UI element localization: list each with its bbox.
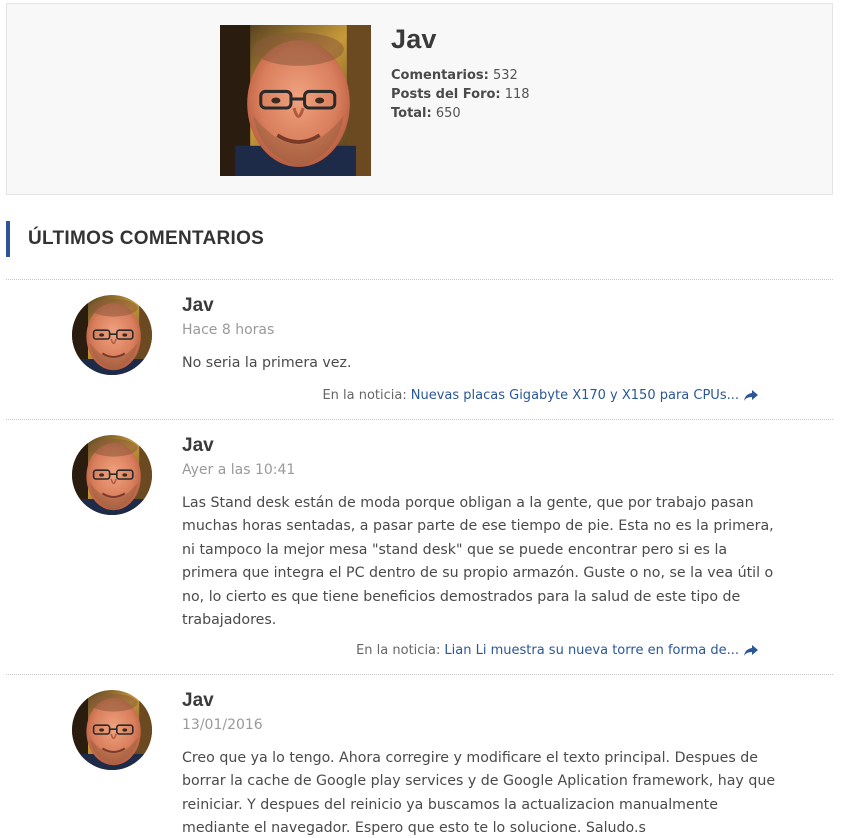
stat-forum-posts: [391, 85, 530, 104]
avatar[interactable]: [72, 690, 152, 770]
comment-text: No seria la primera vez.: [182, 355, 352, 371]
comment-text: Creo que ya lo tengo. Ahora corregire y modificare el texto principal. Despues de borrar la cache de Google play services y de Google Aplication framework, hay que reiniciar. Y despues del reinicio ya buscamos la actualizacion manualmente mediante el navegador. Espero que esto te lo solucione. Saludo.s: [182, 750, 776, 837]
profile-photo: [220, 25, 371, 176]
stat-value: 118: [504, 87, 530, 102]
user-photo: [72, 690, 152, 770]
stat-value: 532: [492, 68, 518, 83]
profile-card: [6, 3, 833, 195]
comment-date: Ayer a las 10:41: [182, 462, 296, 478]
user-photo: [72, 295, 152, 375]
section-title: ÚLTIMOS COMENTARIOS: [6, 221, 264, 257]
avatar[interactable]: [72, 435, 152, 515]
source-link[interactable]: Nuevas placas Gigabyte X170 y X150 para CPUs...: [410, 388, 739, 403]
comment-author[interactable]: Jav: [182, 295, 214, 316]
comment-text: Las Stand desk están de moda porque obligan a la gente, que por trabajo pasan muchas horas sentadas, a pasar parte de ese tiempo de pie. Esta no es la primera, ni tampoco la mejor mesa "stand desk" que se puede encontrar pero si es la primera que integra el PC dentro de su propio armazón. Guste o no, se la vea útil o no, lo cierto es que tiene beneficios demostrados para la salud de este tipo de trabajadores.: [182, 495, 774, 629]
comment-body: [182, 689, 782, 838]
stat-comments: [391, 66, 530, 85]
stat-label: Comentarios:: [391, 68, 489, 83]
comment-date: 13/01/2016: [182, 717, 263, 733]
comment-source: [322, 388, 759, 403]
share-arrow-icon[interactable]: [743, 389, 759, 402]
comment-author[interactable]: Jav: [182, 690, 214, 711]
comment-item: [6, 674, 833, 838]
user-photo: [72, 435, 152, 515]
stat-value: 650: [435, 106, 461, 121]
source-prefix: En la noticia:: [356, 643, 441, 658]
comment-source: [356, 643, 759, 658]
comment-item: [6, 279, 833, 419]
comment-date: Hace 8 horas: [182, 322, 275, 338]
avatar[interactable]: [72, 295, 152, 375]
source-prefix: En la noticia:: [322, 388, 407, 403]
share-arrow-icon[interactable]: [743, 644, 759, 657]
comment-body: [182, 294, 782, 375]
comment-body: [182, 434, 782, 632]
stat-label: Posts del Foro:: [391, 87, 501, 102]
profile-name: Jav: [391, 24, 437, 54]
stat-total: [391, 104, 530, 123]
profile-stats: [391, 66, 530, 123]
source-link[interactable]: Lian Li muestra su nueva torre en forma de...: [444, 643, 739, 658]
comment-item: [6, 419, 833, 674]
stat-label: Total:: [391, 106, 432, 121]
user-photo: [220, 25, 371, 176]
comment-author[interactable]: Jav: [182, 435, 214, 456]
